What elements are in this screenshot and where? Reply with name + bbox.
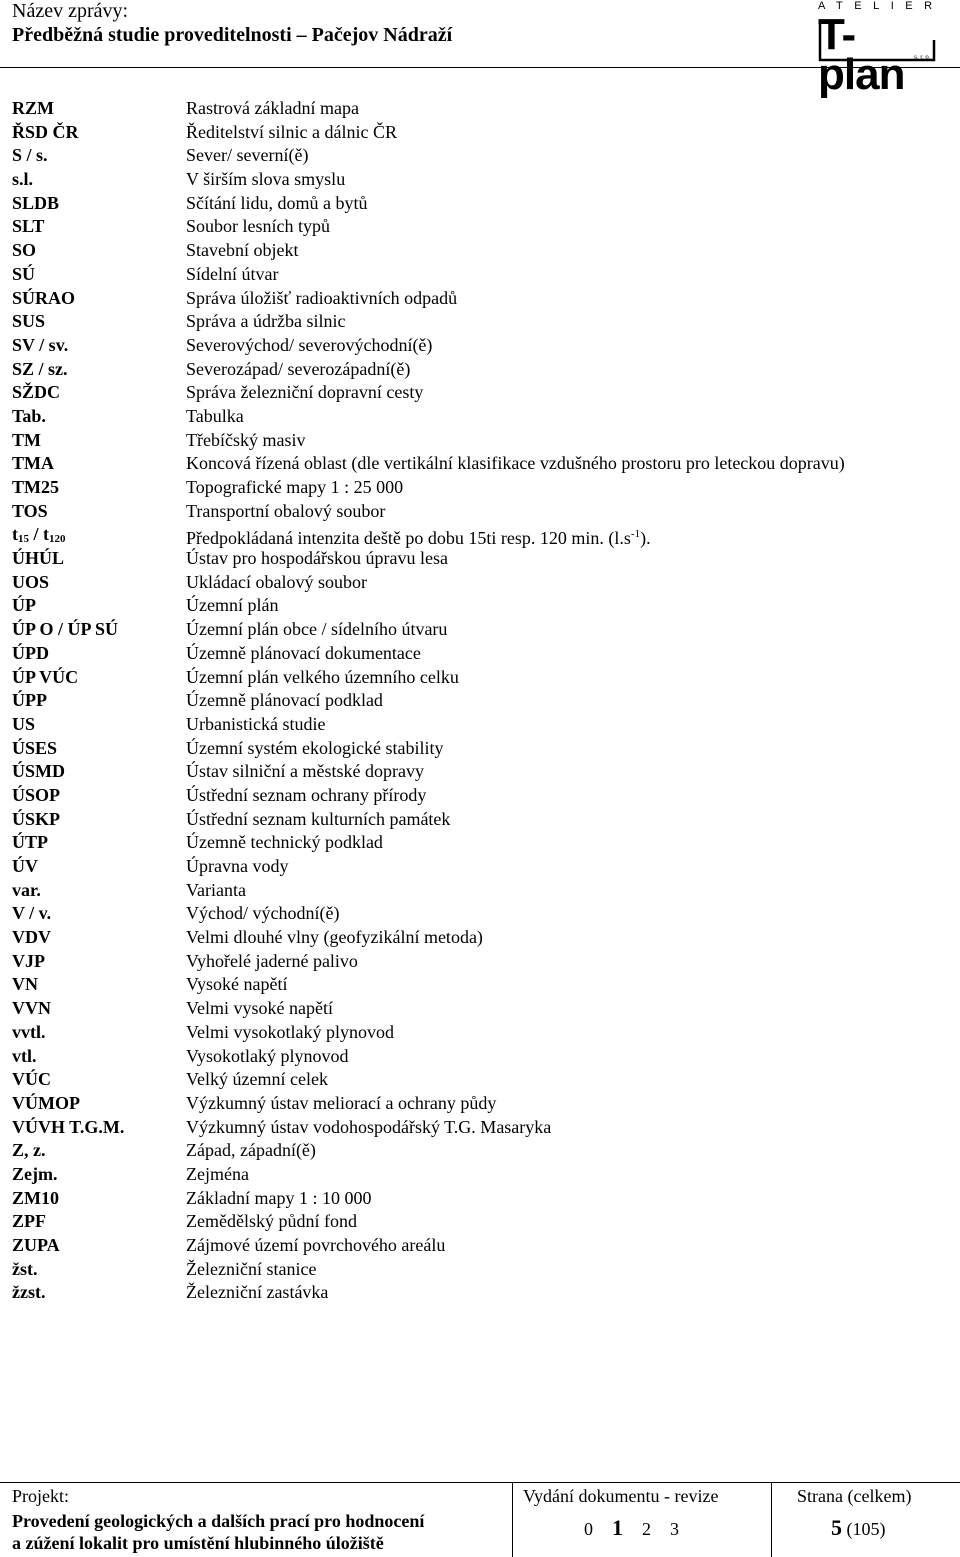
list-item xyxy=(12,263,952,287)
abbreviation: TM xyxy=(12,429,41,450)
abbreviation-meaning: Ústav pro hospodářskou úpravu lesa xyxy=(186,548,448,569)
project-name-line-2: a zúžení lokalit pro umístění hlubinného úložiště xyxy=(12,1533,384,1553)
abbreviation: ÚSES xyxy=(12,737,58,758)
list-item xyxy=(12,239,952,263)
abbreviation: UOS xyxy=(12,571,50,592)
project-name-line-1: Provedení geologických a dalších prací pro hodnocení xyxy=(12,1511,425,1531)
abbreviation-meaning: V širším slova smyslu xyxy=(186,169,346,190)
abbreviation: ÚHÚL xyxy=(12,548,65,569)
project-label: Projekt: xyxy=(12,1486,69,1506)
list-item xyxy=(12,808,952,832)
abbreviation-meaning: Ústav silniční a městské dopravy xyxy=(186,761,424,782)
abbreviation-meaning: Severovýchod/ severovýchodní(ě) xyxy=(186,334,433,355)
list-item xyxy=(12,689,952,713)
abbreviation-meaning: Územní plán velkého územního celku xyxy=(186,666,459,687)
list-item xyxy=(12,950,952,974)
abbreviation: US xyxy=(12,713,36,734)
abbreviation-meaning: Vyhořelé jaderné palivo xyxy=(186,950,358,971)
abbreviation: ZM10 xyxy=(12,1187,59,1208)
abbreviation: TOS xyxy=(12,500,48,521)
abbreviation-meaning: Urbanistická studie xyxy=(186,713,326,734)
abbreviation-meaning: Územně plánovací podklad xyxy=(186,690,383,711)
abbreviation-meaning: Sever/ severní(ě) xyxy=(186,145,309,166)
list-item xyxy=(12,452,952,476)
list-item xyxy=(12,1163,952,1187)
abbreviation: ÚTP xyxy=(12,832,48,853)
abbreviation: ÚV xyxy=(12,856,38,876)
list-item xyxy=(12,760,952,784)
abbreviation-meaning: Územní systém ekologické stability xyxy=(186,737,444,758)
abbreviation-meaning: Velký územní celek xyxy=(186,1069,328,1090)
abbreviation: RZM xyxy=(12,98,54,118)
abbreviation: var. xyxy=(12,879,41,900)
abbreviation-meaning: Ředitelství silnic a dálnic ČR xyxy=(186,121,397,142)
list-item xyxy=(12,121,952,145)
abbreviation-meaning: Výzkumný ústav meliorací a ochrany půdy xyxy=(186,1092,497,1113)
page-label: Strana (celkem) xyxy=(797,1486,912,1506)
abbreviation-meaning: Správa a údržba silnic xyxy=(186,311,346,332)
abbreviation: ZUPA xyxy=(12,1235,60,1255)
abbreviation: t15 / t120 xyxy=(12,524,66,546)
list-item xyxy=(12,1092,952,1116)
abbreviation: Zejm. xyxy=(12,1163,58,1184)
page-footer xyxy=(0,1482,960,1557)
abbreviation-meaning: Zejména xyxy=(186,1163,249,1184)
abbreviation: s.l. xyxy=(12,169,34,190)
abbreviation-meaning: Správa úložišť radioaktivních odpadů xyxy=(186,287,458,308)
abbreviation: SÚ xyxy=(12,263,36,284)
abbreviation-meaning: Vysoké napětí xyxy=(186,974,288,995)
footer-column-divider xyxy=(512,1482,513,1557)
abbreviation: vtl. xyxy=(12,1045,37,1066)
abbreviation-meaning: Velmi dlouhé vlny (geofyzikální metoda) xyxy=(186,927,483,948)
list-item xyxy=(12,1258,952,1282)
revision-value: 1 xyxy=(612,1515,623,1540)
abbreviation-meaning: Severozápad/ severozápadní(ě) xyxy=(186,358,411,379)
company-logo xyxy=(818,0,944,99)
page-header xyxy=(0,0,960,99)
list-item xyxy=(12,642,952,666)
list-item xyxy=(12,1068,952,1092)
abbreviation: VJP xyxy=(12,950,45,971)
abbreviation-meaning: Železniční stanice xyxy=(186,1258,317,1279)
logo-atelier-text: ATELIER xyxy=(818,0,944,12)
list-item xyxy=(12,902,952,926)
abbreviation-meaning: Třebíčský masiv xyxy=(186,429,306,450)
abbreviation-meaning: Zemědělský půdní fond xyxy=(186,1211,357,1232)
list-item xyxy=(12,594,952,618)
abbreviation: VN xyxy=(12,974,38,995)
abbreviation-meaning: Východ/ východní(ě) xyxy=(186,903,340,924)
abbreviation-meaning: Předpokládaná intenzita deště po dobu 15ti resp. 120 min. $(l.s^{-1})$. xyxy=(186,528,651,549)
footer-divider xyxy=(0,1482,960,1483)
list-item xyxy=(12,1116,952,1140)
abbreviation-meaning: Velmi vysokotlaký plynovod xyxy=(186,1021,394,1042)
revision-values xyxy=(584,1515,698,1541)
report-title: Předběžná studie proveditelnosti – Pačejov Nádraží xyxy=(12,24,453,46)
list-item xyxy=(12,1045,952,1069)
page-number xyxy=(831,1515,886,1541)
list-item xyxy=(12,1281,952,1305)
list-item xyxy=(12,1139,952,1163)
list-item xyxy=(12,1187,952,1211)
logo-sro-text: s. r. o. xyxy=(914,55,931,61)
abbreviation-meaning: Tabulka xyxy=(186,405,244,426)
abbreviation: SO xyxy=(12,240,37,261)
abbreviation: Z, z. xyxy=(12,1140,46,1161)
abbreviation: V / v. xyxy=(12,903,52,924)
abbreviation: VDV xyxy=(12,927,51,948)
revision-label: Vydání dokumentu - revize xyxy=(523,1486,719,1506)
abbreviation: SZ / sz. xyxy=(12,358,68,379)
abbreviation: žst. xyxy=(12,1258,38,1279)
abbreviation: ŘSD ČR xyxy=(12,121,79,142)
list-item xyxy=(12,476,952,500)
report-name-label: Název zprávy: xyxy=(12,0,129,22)
abbreviation: ÚSOP xyxy=(12,784,61,805)
footer-column-divider xyxy=(771,1482,772,1557)
abbreviation: vvtl. xyxy=(12,1021,46,1042)
list-item xyxy=(12,405,952,429)
abbreviation-meaning: Ústřední seznam ochrany přírody xyxy=(186,784,427,805)
abbreviation-meaning: Výzkumný ústav vodohospodářský T.G. Masaryka xyxy=(186,1116,552,1137)
abbreviation-meaning: Západ, západní(ě) xyxy=(186,1140,316,1161)
abbreviation-meaning: Soubor lesních typů xyxy=(186,216,330,237)
list-item xyxy=(12,737,952,761)
abbreviation: ÚP VÚC xyxy=(12,666,79,687)
list-item xyxy=(12,713,952,737)
abbreviation: TMA xyxy=(12,453,54,474)
abbreviation-list xyxy=(12,97,952,1305)
list-item xyxy=(12,879,952,903)
abbreviation: ÚPD xyxy=(12,642,49,663)
list-item xyxy=(12,666,952,690)
list-item xyxy=(12,429,952,453)
abbreviation: ÚSMD xyxy=(12,761,65,782)
abbreviation-meaning: Varianta xyxy=(186,879,246,900)
abbreviation-meaning: Sídelní útvar xyxy=(186,263,279,284)
abbreviation: VÚMOP xyxy=(12,1092,80,1113)
abbreviation-meaning: Stavební objekt xyxy=(186,240,299,261)
list-item xyxy=(12,97,952,121)
abbreviation: S / s. xyxy=(12,145,48,166)
abbreviation: SLDB xyxy=(12,192,60,213)
abbreviation: žzst. xyxy=(12,1282,46,1303)
list-item xyxy=(12,571,952,595)
revision-value: 0 xyxy=(584,1519,593,1539)
list-item xyxy=(12,784,952,808)
abbreviation-meaning: Transportní obalový soubor xyxy=(186,500,386,521)
abbreviation-meaning: Železniční zastávka xyxy=(186,1282,329,1303)
abbreviation: VÚVH T.G.M. xyxy=(12,1116,125,1137)
list-item xyxy=(12,500,952,524)
list-item xyxy=(12,547,952,571)
list-item xyxy=(12,523,952,547)
list-item xyxy=(12,381,952,405)
list-item xyxy=(12,618,952,642)
list-item xyxy=(12,310,952,334)
abbreviation-meaning: Ukládací obalový soubor xyxy=(186,571,367,592)
abbreviation: ÚP xyxy=(12,595,36,616)
abbreviation-meaning: Koncová řízená oblast (dle vertikální klasifikace vzdušného prostoru pro leteckou dopravu) xyxy=(186,453,845,474)
abbreviation-meaning: Správa železniční dopravní cesty xyxy=(186,382,424,403)
header-divider xyxy=(0,67,960,68)
list-item xyxy=(12,855,952,879)
abbreviation-meaning: Velmi vysoké napětí xyxy=(186,998,333,1019)
abbreviation-meaning: Zájmové území povrchového areálu xyxy=(186,1235,446,1255)
abbreviation: VVN xyxy=(12,998,51,1019)
abbreviation: SLT xyxy=(12,216,45,237)
list-item xyxy=(12,334,952,358)
list-item xyxy=(12,973,952,997)
abbreviation: VÚC xyxy=(12,1069,51,1090)
abbreviation: Tab. xyxy=(12,405,46,426)
abbreviation: SUS xyxy=(12,311,46,332)
abbreviation-meaning: Základní mapy 1 : 10 000 xyxy=(186,1187,372,1208)
revision-value: 3 xyxy=(670,1519,679,1539)
abbreviation-meaning: Sčítání lidu, domů a bytů xyxy=(186,192,368,213)
list-item xyxy=(12,192,952,216)
list-item xyxy=(12,358,952,382)
abbreviation-meaning: Topografické mapy 1 : 25 000 xyxy=(186,477,404,497)
abbreviation: SV / sv. xyxy=(12,334,69,355)
abbreviation: SÚRAO xyxy=(12,287,76,308)
abbreviation-meaning: Územně plánovací dokumentace xyxy=(186,642,421,663)
list-item xyxy=(12,831,952,855)
abbreviation-meaning: Vysokotlaký plynovod xyxy=(186,1045,349,1066)
abbreviation-meaning: Rastrová základní mapa xyxy=(186,98,359,118)
abbreviation-meaning: Úpravna vody xyxy=(186,856,289,876)
list-item xyxy=(12,168,952,192)
page-total: (105) xyxy=(846,1519,886,1539)
logo-tplan-text: T-plan xyxy=(818,10,905,99)
abbreviation-meaning: Územní plán obce / sídelního útvaru xyxy=(186,619,448,640)
revision-value: 2 xyxy=(642,1519,651,1539)
abbreviation: ÚPP xyxy=(12,690,47,711)
list-item xyxy=(12,1234,952,1258)
list-item xyxy=(12,144,952,168)
list-item xyxy=(12,926,952,950)
abbreviation-meaning: Ústřední seznam kulturních památek xyxy=(186,808,451,829)
abbreviation: SŽDC xyxy=(12,382,61,403)
list-item xyxy=(12,287,952,311)
abbreviation: ÚP O / ÚP SÚ xyxy=(12,619,119,640)
list-item xyxy=(12,1210,952,1234)
abbreviation: ÚSKP xyxy=(12,808,61,829)
abbreviation: ZPF xyxy=(12,1211,46,1232)
abbreviation: TM25 xyxy=(12,477,59,497)
list-item xyxy=(12,1021,952,1045)
abbreviation-meaning: Územně technický podklad xyxy=(186,832,383,853)
page-current: 5 xyxy=(831,1515,842,1540)
list-item xyxy=(12,997,952,1021)
abbreviation-meaning: Územní plán xyxy=(186,595,279,616)
list-item xyxy=(12,215,952,239)
